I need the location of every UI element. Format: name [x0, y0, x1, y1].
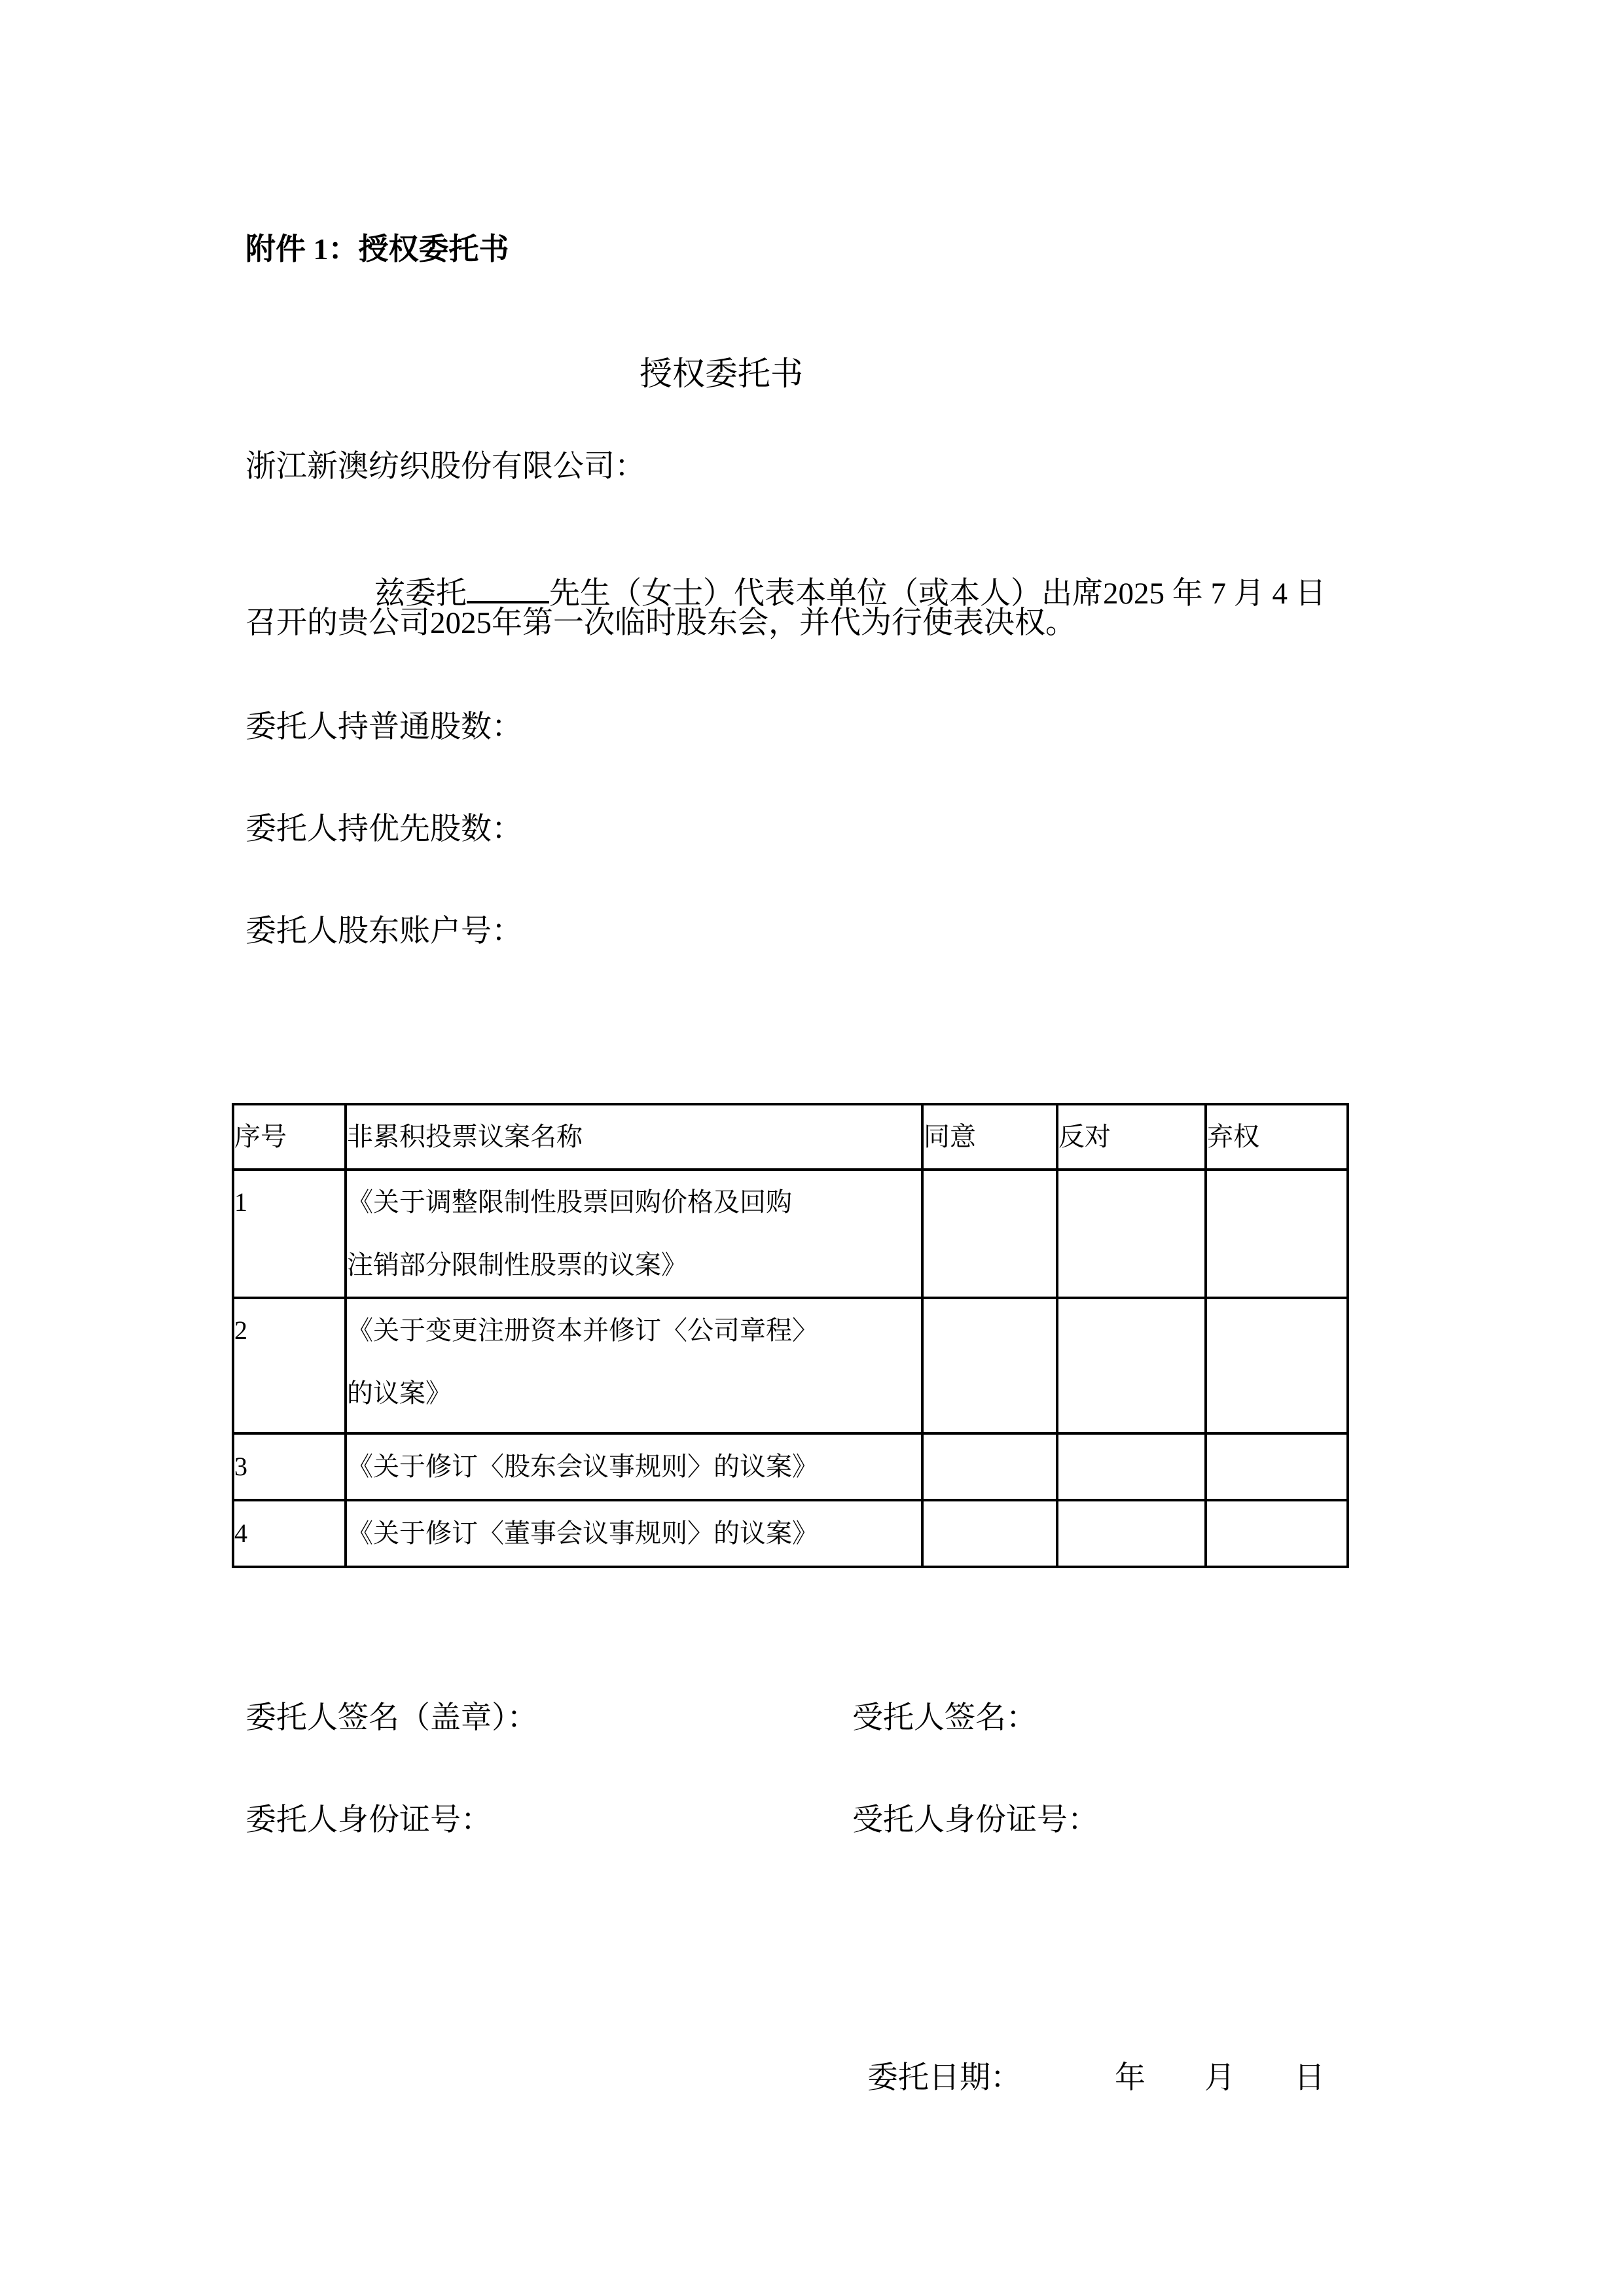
vote-oppose-cell [1057, 1433, 1206, 1500]
company-salutation: 浙江新澳纺织股份有限公司： [245, 450, 645, 484]
vote-oppose-cell [1057, 1500, 1206, 1567]
table-row-3 [233, 1433, 1348, 1500]
proxy-name-blank [467, 601, 549, 603]
table-row-2 [233, 1298, 1348, 1433]
entrust-prefix: 兹委托 [374, 576, 467, 611]
proposal-name-line1: 《关于变更注册资本并修订〈公司章程〉 [347, 1316, 818, 1345]
proposal-name: 《关于修订〈股东会议事规则〉的议案》 [346, 1433, 922, 1500]
vote-agree-cell [922, 1500, 1057, 1567]
principal-id-label: 委托人身份证号： [245, 1803, 492, 1837]
vote-oppose-cell [1057, 1170, 1206, 1298]
entrust-line2: 召开的贵公司2025年第一次临时股东会，并代为行使表决权。 [245, 606, 1076, 640]
vote-abstain-cell [1206, 1170, 1348, 1298]
vote-abstain-cell [1206, 1500, 1348, 1567]
date-label: 委托日期： [867, 2060, 1021, 2095]
vote-abstain-cell [1206, 1433, 1348, 1500]
proposal-no: 1 [233, 1170, 346, 1298]
principal-signature-label: 委托人签名（盖章）： [245, 1701, 538, 1735]
proposal-name [346, 1298, 922, 1433]
common-shares-label: 委托人持普通股数： [245, 710, 522, 744]
preferred-shares-label: 委托人持优先股数： [245, 812, 522, 846]
trustee-id-label: 受托人身份证号： [852, 1803, 1098, 1837]
header-oppose: 反对 [1057, 1104, 1206, 1170]
voting-table [232, 1103, 1349, 1568]
shareholder-account-label: 委托人股东账户号： [245, 914, 522, 948]
vote-agree-cell [922, 1298, 1057, 1433]
proposal-no: 4 [233, 1500, 346, 1567]
date-year-label: 年 [1115, 2060, 1146, 2095]
proposal-no: 2 [233, 1298, 346, 1433]
trustee-signature-label: 受托人签名： [852, 1701, 1037, 1735]
proposal-name: 《关于修订〈董事会议事规则〉的议案》 [346, 1500, 922, 1567]
proposal-name-line2: 的议案》 [347, 1378, 452, 1408]
date-line [837, 2028, 1325, 2129]
proposal-name-line1: 《关于调整限制性股票回购价格及回购 [347, 1187, 792, 1217]
document-title: 授权委托书 [640, 355, 803, 392]
table-row-1 [233, 1170, 1348, 1298]
attachment-title: 附件 1：授权委托书 [245, 232, 509, 266]
proposal-name-line2: 注销部分限制性股票的议案》 [347, 1250, 687, 1280]
vote-agree-cell [922, 1433, 1057, 1500]
vote-oppose-cell [1057, 1298, 1206, 1433]
proposal-name [346, 1170, 922, 1298]
entrust-suffix: 先生（女士）代表本单位（或本人）出席2025 年 7 月 4 日 [549, 576, 1326, 611]
table-row-4 [233, 1500, 1348, 1567]
vote-agree-cell [922, 1170, 1057, 1298]
header-abstain: 弃权 [1206, 1104, 1348, 1170]
header-agree: 同意 [922, 1104, 1057, 1170]
proposal-no: 3 [233, 1433, 346, 1500]
date-month-label: 月 [1204, 2060, 1235, 2095]
header-proposal-name: 非累积投票议案名称 [346, 1104, 922, 1170]
header-no: 序号 [233, 1104, 346, 1170]
vote-abstain-cell [1206, 1298, 1348, 1433]
table-header-row [233, 1104, 1348, 1170]
date-day-label: 日 [1294, 2060, 1325, 2095]
